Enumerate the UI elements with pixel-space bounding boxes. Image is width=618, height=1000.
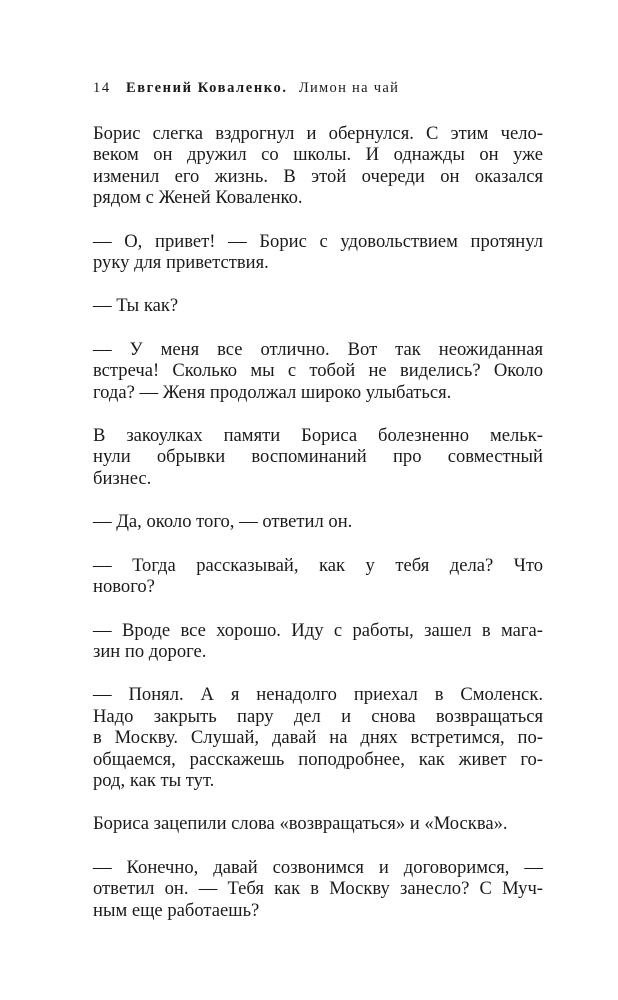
text-line: года? — Женя продолжал широко улыбаться. — [93, 381, 452, 403]
text-line: Бориса зацепили слова «возвращаться» и «Москва». — [93, 813, 508, 835]
text-line: — Ты как? — [93, 295, 179, 317]
text-line: бизнес. — [93, 467, 152, 489]
text-line: — У меня все отлично. Вот так неожиданная — [93, 338, 543, 360]
text-body — [93, 123, 543, 943]
paragraph — [93, 684, 543, 791]
text-line: — Тогда рассказывай, как у тебя дела? Что — [93, 554, 543, 576]
page-number: 14 — [93, 80, 111, 96]
text-line: встреча! Сколько мы с тобой не виделись? Около — [93, 360, 543, 382]
book-title: Лимон на чай — [298, 80, 400, 96]
text-line: род, как ты тут. — [93, 769, 215, 791]
text-line: ответил он. — Тебя как в Москву занесло? С Муч- — [93, 878, 543, 900]
paragraph — [93, 339, 543, 403]
text-line: изменил его жизнь. В этой очереди он оказался — [93, 165, 543, 187]
running-header — [93, 79, 399, 97]
text-line: В закоулках памяти Бориса болезненно мельк- — [93, 425, 543, 447]
text-line: — Вроде все хорошо. Иду с работы, зашел в мага- — [93, 619, 543, 641]
paragraph — [93, 231, 543, 274]
text-line: зин по дороге. — [93, 640, 207, 662]
text-line: общаемся, расскажешь поподробнее, как живет го- — [93, 748, 543, 770]
text-line: — Да, около того, — ответил он. — [93, 511, 353, 533]
text-line: — Понял. А я ненадолго приехал в Смоленск. — [93, 684, 543, 706]
text-line: нули обрывки воспоминаний про совместный — [93, 446, 543, 468]
paragraph — [93, 511, 543, 532]
text-line: нового? — [93, 576, 155, 598]
text-line: Надо закрыть пару дел и снова возвращаться — [93, 705, 543, 727]
text-line: Борис слегка вздрогнул и обернулся. С этим чело- — [93, 123, 543, 144]
paragraph — [93, 813, 543, 834]
paragraph — [93, 620, 543, 663]
text-line: в Москву. Слушай, давай на днях встретимся, по- — [93, 727, 543, 749]
author-name: Евгений Коваленко. — [125, 80, 288, 96]
paragraph — [93, 555, 543, 598]
text-line: — О, привет! — Борис с удовольствием протянул — [93, 230, 543, 252]
text-line: — Конечно, давай созвонимся и договоримся, — — [93, 856, 543, 878]
text-line: руку для приветствия. — [93, 252, 269, 274]
text-line: ным еще работаешь? — [93, 899, 260, 921]
text-line: веком он дружил со школы. И однажды он уже — [93, 144, 543, 166]
text-line: рядом с Женей Коваленко. — [93, 187, 303, 209]
paragraph — [93, 123, 543, 209]
paragraph — [93, 857, 543, 921]
paragraph — [93, 425, 543, 489]
paragraph — [93, 295, 543, 316]
